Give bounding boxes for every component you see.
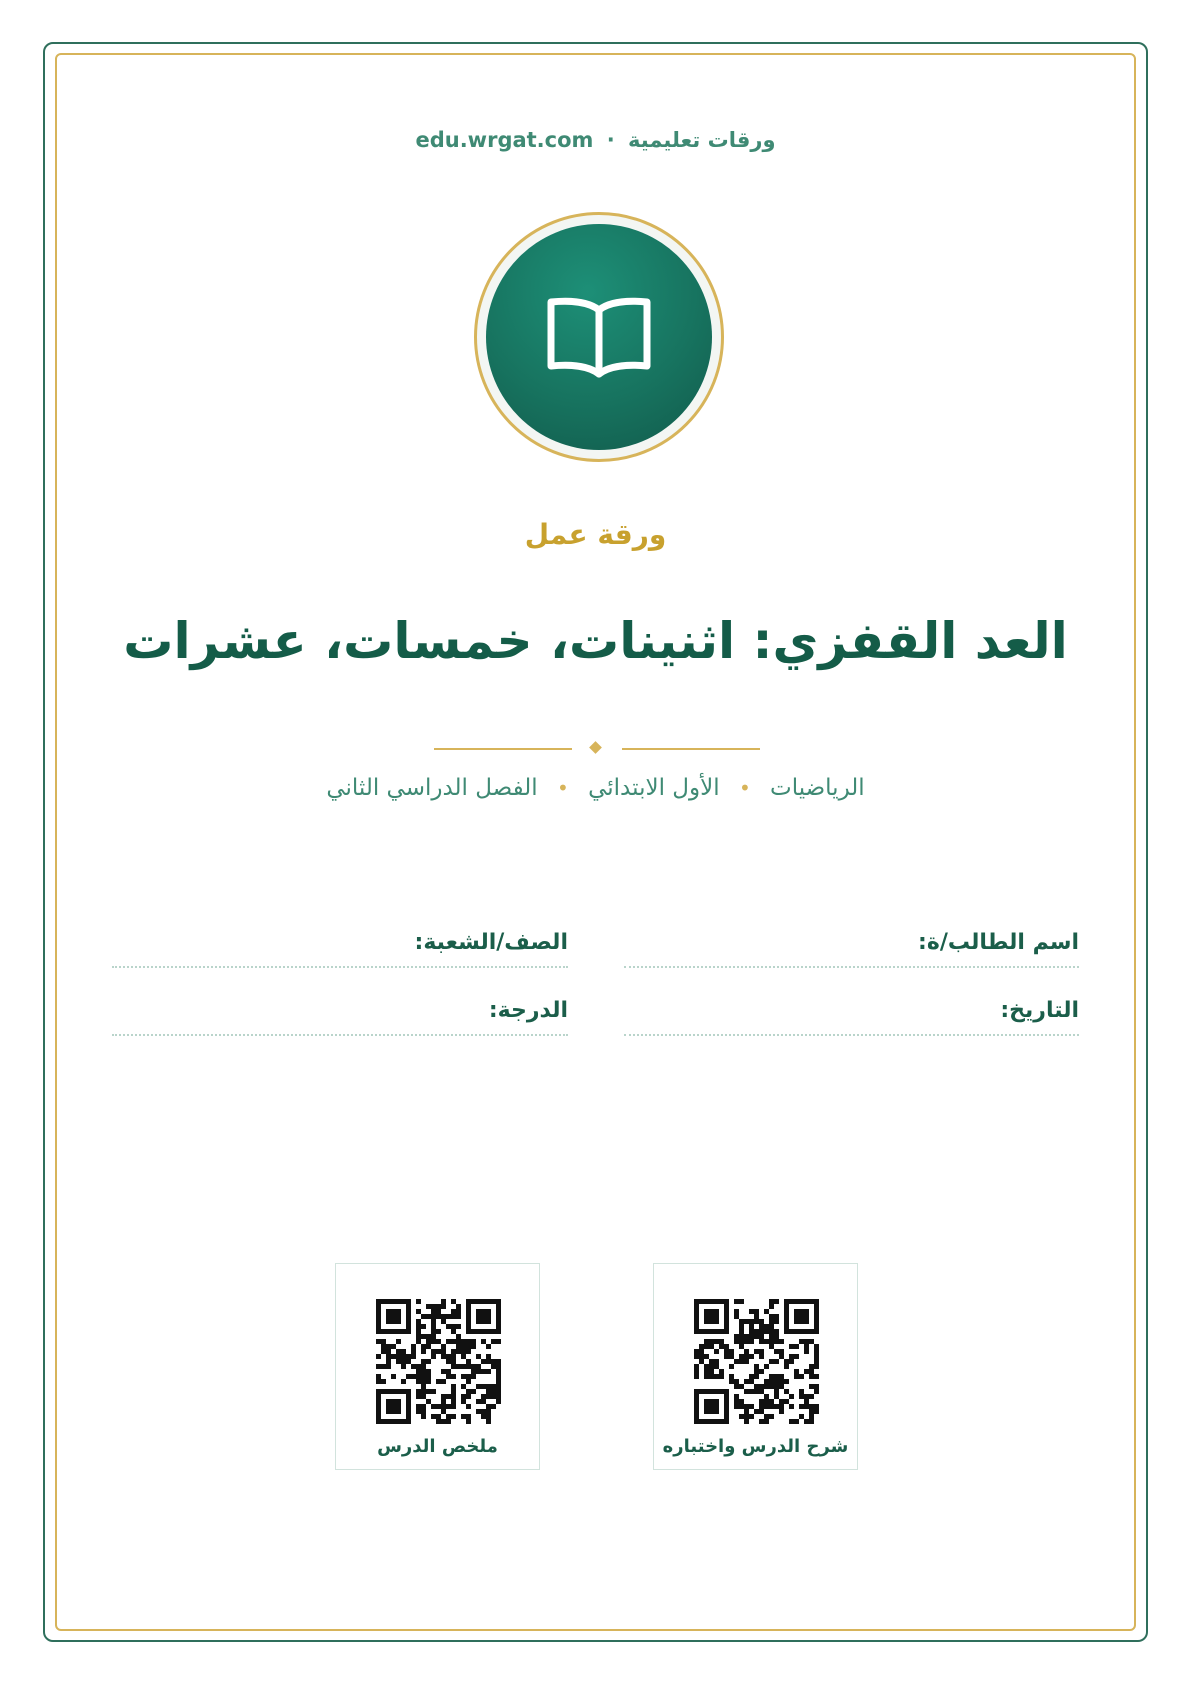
qr-code-icon [694,1299,819,1424]
qr-card-explanation[interactable] [653,1263,858,1470]
emblem-badge [486,224,712,450]
meta-separator: • [738,776,751,800]
date-label: التاريخ: [1000,998,1079,1023]
score-field[interactable] [112,998,568,1036]
worksheet-label: ورقة عمل [524,518,667,551]
qr-code-icon [376,1299,501,1424]
site-domain-link[interactable]: edu.wrgat.com [415,128,594,152]
divider-line-right [622,748,760,750]
header-separator: · [606,128,615,152]
score-label: الدرجة: [488,998,568,1023]
student-name-field[interactable] [624,930,1079,968]
student-name-label: اسم الطالب/ة: [918,930,1079,955]
class-section-label: الصف/الشعبة: [414,930,568,955]
qr-label-summary: ملخص الدرس [377,1436,498,1457]
lesson-meta [0,775,1191,801]
qr-label-explanation: شرح الدرس واختباره [662,1436,849,1457]
date-field[interactable] [624,998,1079,1036]
qr-card-summary[interactable] [335,1263,540,1470]
open-book-icon [545,296,653,378]
meta-subject: الرياضيات [770,775,865,801]
site-name: ورقات تعليمية [628,128,776,152]
page-title: العد القفزي: اثنينات، خمسات، عشرات [123,612,1068,670]
meta-term: الفصل الدراسي الثاني [326,775,538,801]
meta-grade: الأول الابتدائي [588,775,720,801]
class-section-field[interactable] [112,930,568,968]
meta-separator: • [556,776,569,800]
divider-line-left [434,748,572,750]
site-header [0,128,1191,152]
